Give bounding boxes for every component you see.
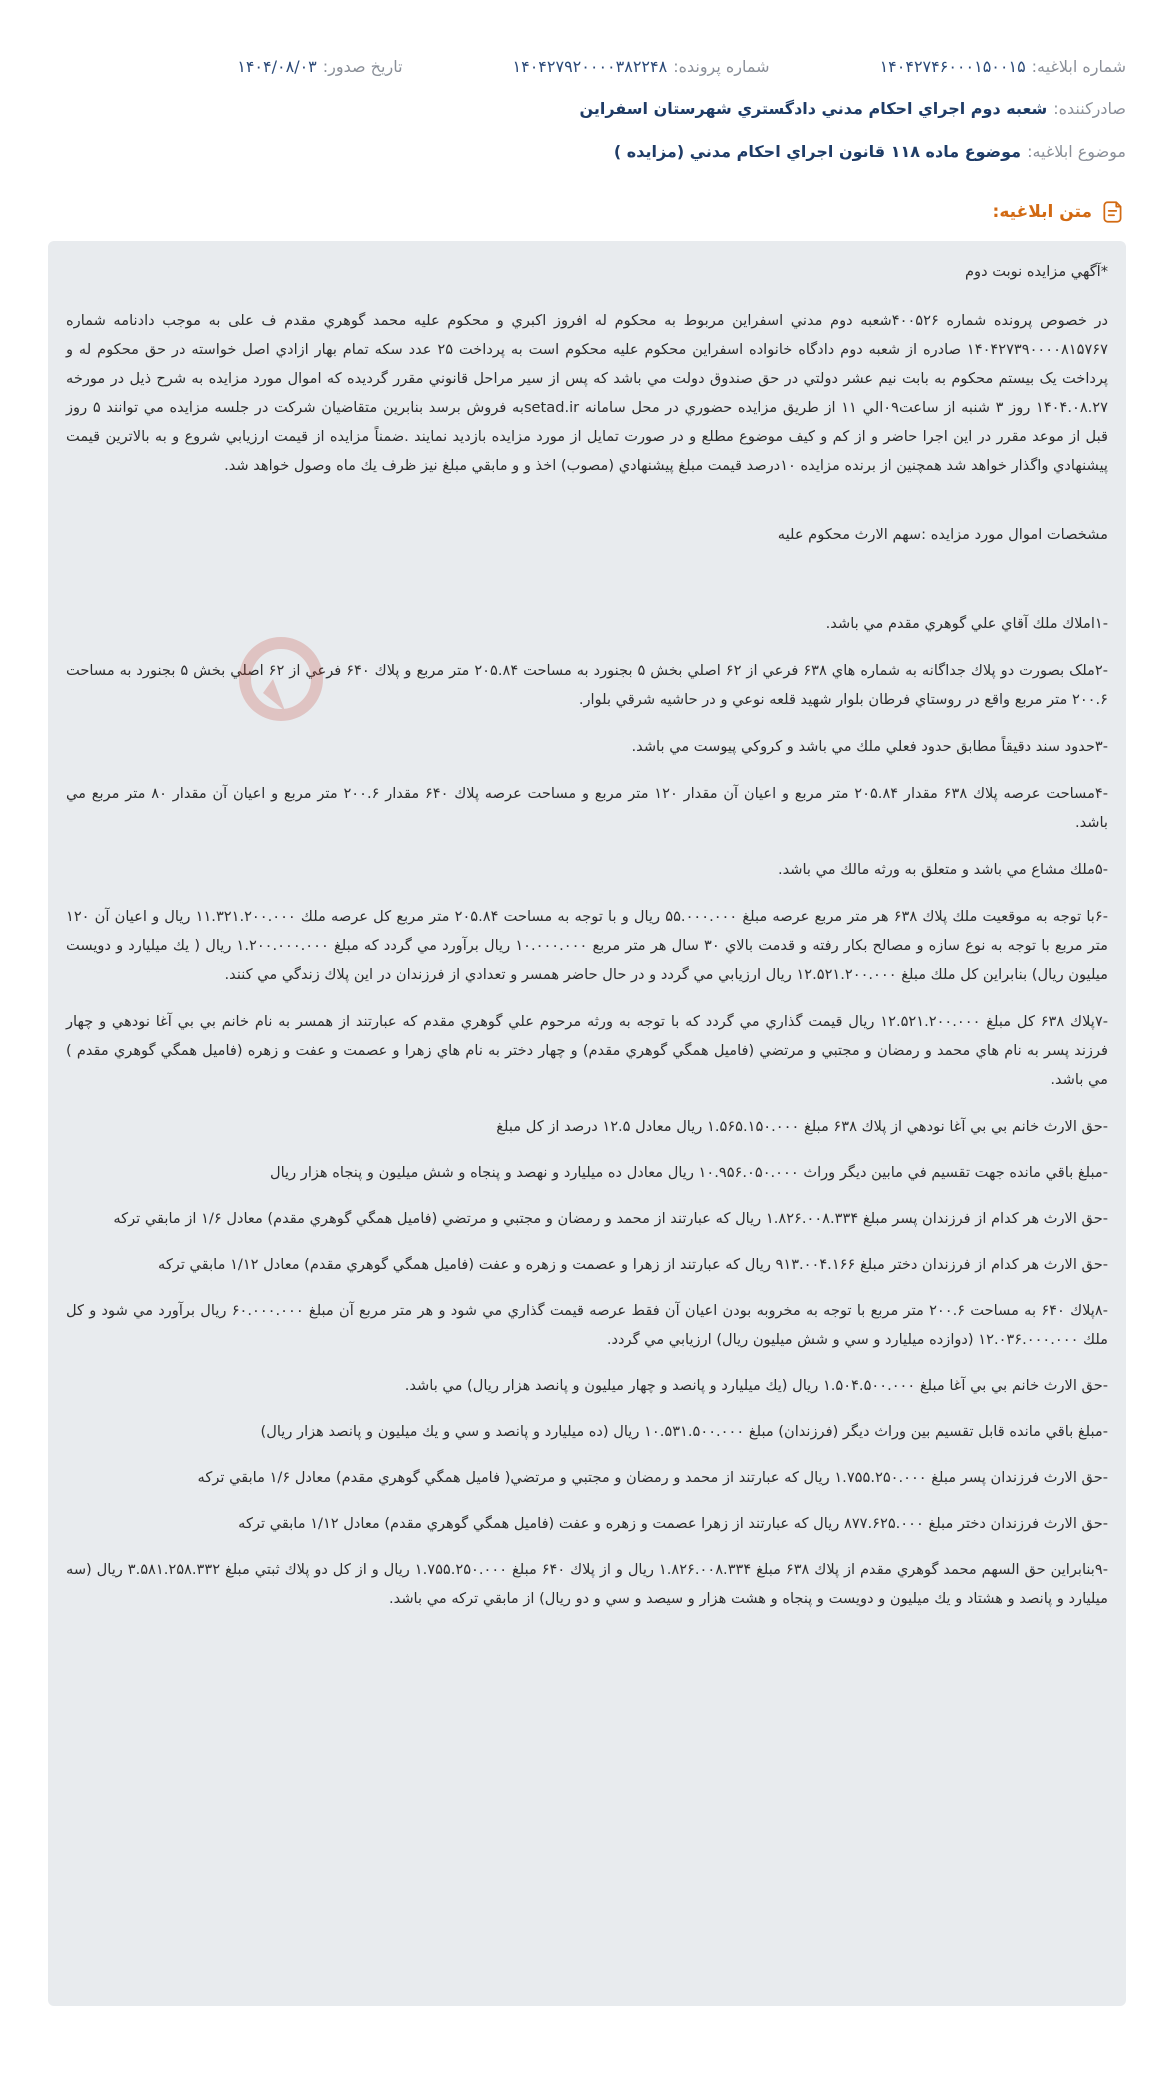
case-number-value: ۱۴۰۴۲۷۹۲۰۰۰۰۳۸۲۲۴۸ <box>512 57 668 76</box>
case-number-label: شماره پرونده: <box>673 57 770 76</box>
issuer-label: صادرکننده: <box>1053 99 1126 118</box>
list-item: -۶با توجه به موقعيت ملك پلاك ۶۳۸ هر متر مربع عرصه مبلغ ۵۵.۰۰۰.۰۰۰ ريال و با توجه به مساحت ۲۰۵.۸۴ متر مربع كل عرصه ملك ۱۱.۳۲۱.۲۰۰.۰۰۰ ريال و اعيان آن ۱۲۰ متر مربع با توجه به نوع سازه و مصالح بكار رفته و قدمت بالاي ۳۰ سال هر متر مربع ۱۰.۰۰۰.۰۰۰ ريال برآورد مي گردد كه مبلغ ۱.۲۰۰.۰۰۰.۰۰۰ ريال ( يك ميليارد و دويست ميليون ريال) بنابراين كل ملك مبلغ ۱۲.۵۲۱.۲۰۰.۰۰۰ ريال ارزيابي مي گردد و در حال حاضر همسر و تعدادي از فرزندان در اين پلاك زندگي مي كنند. <box>66 908 1108 983</box>
notice-meta-row <box>48 55 1126 79</box>
auction-main-paragraph: در خصوص پرونده شماره ۴۰۰۵۲۶شعبه دوم مدني اسفراين مربوط به محكوم له افروز اكبري و محكوم عليه محمد گوهري مقدم ف علی به موجب دادنامه شماره ۱۴۰۴۲۷۳۹۰۰۰۰۸۱۵۷۶۷ صادره از شعبه دوم دادگاه خانواده اسفراين محكوم عليه محكوم است به پرداخت ۲۵ عدد سكه تمام بهار ازادي اصل خواسته در حق محكوم له و پرداخت يک بيستم محكوم به بابت نيم عشر دولتي در حق صندوق دولت مي باشد كه پس از سير مراحل قانوني مقرر گرديده كه اموال مورد مزايده به شرح ذيل در مورخه ۱۴۰۴.۰۸.۲۷ روز ۳ شنبه از ساعت۰۹الي ۱۱ از طريق مزايده حضوري در محل سامانه setad.irبه فروش برسد بنابرين متقاضيان شركت در جلسه مزايده مي توانند ۵ روز قبل از موعد مقرر در اين اجرا حاضر و از كم و كيف موضوع مطلع و در صورت تمايل از مورد مزايده بازديد نمايند .ضمناً مزايده از قيمت ارزيابي شروع و به بالاترين قيمت پيشنهادي واگذار خواهد شد همچنين از برنده مزايده ۱۰درصد قيمت مبلغ پيشنهادي (مصوب) اخذ و و مابقي مبلغ نيز ظرف يك ماه وصول خواهد شد. <box>66 312 1109 474</box>
list-item: -۹بنابراين حق السهم محمد گوهري مقدم از پلاك ۶۳۸ مبلغ ۱.۸۲۶.۰۰۸.۳۳۴ ريال و از پلاك ۶۴۰ مبلغ ۱.۷۵۵.۲۵۰.۰۰۰ ريال و از كل دو پلاك ثبتي مبلغ ۳.۵۸۱.۲۵۸.۳۳۲ ريال (سه ميليارد و پانصد و هشتاد و يك ميليون و دويست و پنجاه و هشت هزار و سيصد و سي و دو ريال) از مابقي تركه مي باشد. <box>66 1561 1108 1607</box>
list-item: -حق الارث هر كدام از فرزندان دختر مبلغ ۹۱۳.۰۰۴.۱۶۶ ريال كه عبارتند از زهرا و عصمت و زهره و عفت (فاميل همگي گوهري مقدم) معادل ۱/۱۲ مابقي تركه <box>158 1256 1108 1273</box>
list-item: -۳حدود سند دقيقاً مطابق حدود فعلي ملك مي باشد و كروكي پيوست مي باشد. <box>631 738 1108 755</box>
issue-date <box>237 55 402 79</box>
issue-date-label: تاریخ صدور: <box>322 57 403 76</box>
list-item: -حق الارث هر كدام از فرزندان پسر مبلغ ۱.۸۲۶.۰۰۸.۳۳۴ ريال كه عبارتند از محمد و رمضان و مجتبي و مرتضي (فاميل همگي گوهري مقدم) معادل ۱/۶ از مابقي تركه <box>113 1210 1108 1227</box>
notice-number-label: شماره ابلاغيه: <box>1031 57 1126 76</box>
list-item: -حق الارث خانم بي بي آغا مبلغ ۱.۵۰۴.۵۰۰.۰۰۰ ريال (يك ميليارد و پانصد و چهار ميليون و پانصد هزار ريال) مي باشد. <box>404 1377 1108 1394</box>
list-item: -۵ملك مشاع مي باشد و متعلق به ورثه مالك مي باشد. <box>777 861 1108 878</box>
notice-document-icon <box>1100 199 1126 225</box>
list-item: -حق الارث فرزندان پسر مبلغ ۱.۷۵۵.۲۵۰.۰۰۰ ريال كه عبارتند از محمد و رمضان و مجتبي و مرتضي( فاميل همگي گوهري مقدم) معادل ۱/۶ مابقي تركه <box>197 1469 1108 1486</box>
notice-number-value: ۱۴۰۴۲۷۴۶۰۰۰۱۵۰۰۱۵ <box>879 57 1026 76</box>
notice-text <box>48 241 1126 1646</box>
notice-body-heading <box>993 199 1126 225</box>
list-item: -۲ملک بصورت دو پلاك جداگانه به شماره هاي ۶۳۸ فرعي از ۶۲ اصلي بخش ۵ بجنورد به مساحت ۲۰۵.۸۴ متر مربع و پلاك ۶۴۰ فرعي از ۶۲ اصلي بخش ۵ بجنورد به مساحت ۲۰۰.۶ متر مربع واقع در روستاي فرطان بلوار شهيد قلعه نوعي و در حاشيه شرقي بلوار. <box>66 662 1109 708</box>
auction-specs-title: مشخصات اموال مورد مزايده :سهم الارث محكوم عليه <box>777 526 1108 543</box>
issuer-value: شعبه دوم اجراي احكام مدني دادگستري شهرستان اسفراين <box>579 99 1048 118</box>
subject-row <box>48 140 1126 164</box>
list-item: -۱املاك ملك آقاي علي گوهري مقدم مي باشد. <box>825 615 1108 632</box>
notice-content-box <box>48 241 1126 2006</box>
list-item: -مبلغ باقي مانده قابل تقسيم بين وراث ديگر (فرزندان) مبلغ ۱۰.۵۳۱.۵۰۰.۰۰۰ ريال (ده ميليارد و پانصد و سي و يك ميليون و پانصد هزار ريال) <box>260 1423 1108 1440</box>
subject-value: موضوع ماده ۱۱۸ قانون اجراي احكام مدني (مزايده ) <box>613 142 1022 161</box>
case-number <box>513 55 770 79</box>
list-item: -مبلغ باقي مانده جهت تقسيم في مابين ديگر وراث ۱۰.۹۵۶.۰۵۰.۰۰۰ ريال معادل ده ميليارد و نهصد و پنجاه و شش ميليون و پنجاه هزار ريال <box>269 1164 1108 1181</box>
list-item: -۸پلاك ۶۴۰ به مساحت ۲۰۰.۶ متر مربع با توجه به مخروبه بودن اعيان آن فقط عرصه قيمت گذاري مي شود و هر متر مربع آن مبلغ ۶۰.۰۰۰.۰۰۰ ريال برآورد مي شود و كل ملك ۱۲.۰۳۶.۰۰۰.۰۰۰ (دوازده ميليارد و سي و شش ميليون ريال) ارزيابي مي گردد. <box>66 1302 1108 1348</box>
notice-body-heading-label: متن ابلاغیه: <box>992 202 1092 222</box>
list-item: -حق الارث خانم بي بي آغا نودهي از پلاك ۶۳۸ مبلغ ۱.۵۶۵.۱۵۰.۰۰۰ ريال معادل ۱۲.۵ درصد از كل مبلغ <box>496 1118 1108 1135</box>
auction-title: *آگهي مزايده نوبت دوم <box>965 263 1108 280</box>
issue-date-value: ۱۴۰۴/۰۸/۰۳ <box>237 57 317 76</box>
list-item: -حق الارث فرزندان دختر مبلغ ۸۷۷.۶۲۵.۰۰۰ ريال كه عبارتند از زهرا عصمت و زهره و عفت (فاميل همگي گوهري مقدم) معادل ۱/۱۲ مابقي تركه <box>238 1515 1108 1532</box>
subject-label: موضوع ابلاغیه: <box>1027 142 1126 161</box>
list-item: -۴مساحت عرصه پلاك ۶۳۸ مقدار ۲۰۵.۸۴ متر مربع و اعيان آن مقدار ۱۲۰ متر مربع و مساحت عرصه پلاك ۶۴۰ مقدار ۲۰۰.۶ متر مربع و اعيان آن مقدار ۸۰ متر مربع مي باشد. <box>66 785 1109 831</box>
notice-number <box>880 55 1126 79</box>
list-item: -۷پلاك ۶۳۸ كل مبلغ ۱۲.۵۲۱.۲۰۰.۰۰۰ ريال قيمت گذاري مي گردد كه با توجه به ورثه مرحوم علي گوهري مقدم كه عبارتند از همسر به نام خانم بي بي آغا نودهي و چهار فرزند پسر به نام هاي محمد و رمضان و مجتبي و مرتضي (فاميل همگي گوهري مقدم) و چهار دختر به نام هاي زهرا و عصمت و عفت و زهره (فاميل همگي گوهري مقدم ) مي باشد. <box>66 1013 1108 1088</box>
issuer-row <box>48 97 1126 121</box>
